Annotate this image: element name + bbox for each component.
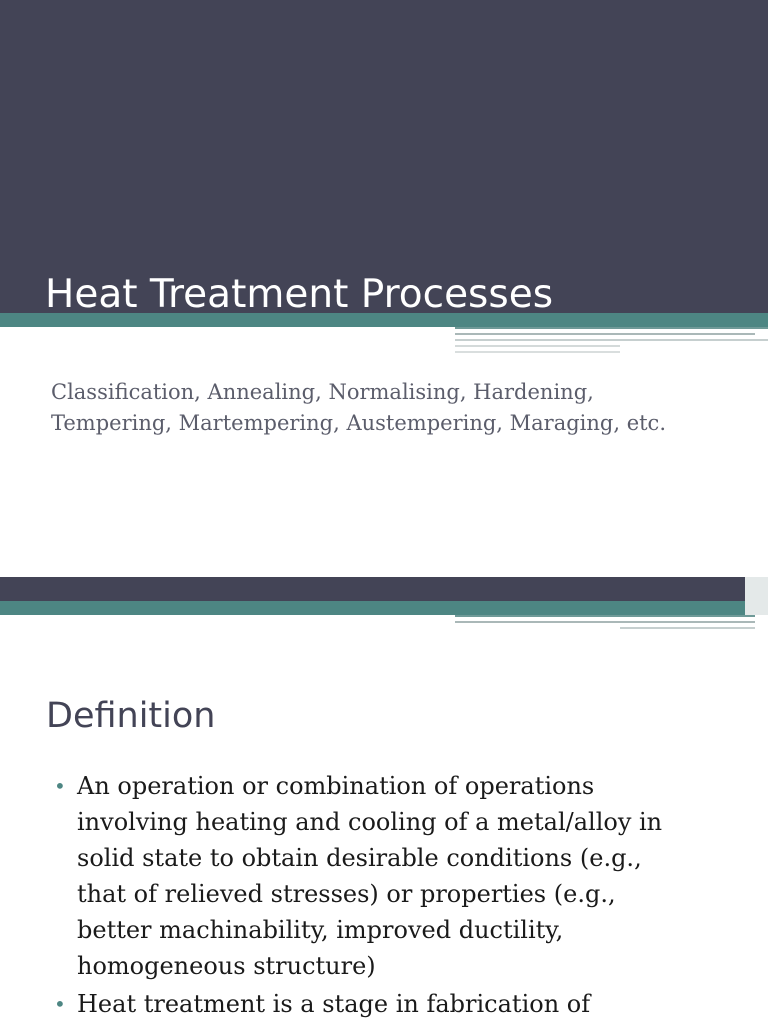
bullet-item bbox=[52, 986, 752, 1022]
subtitle-line: Classification, Annealing, Normalising, Hardening, bbox=[51, 380, 594, 404]
bullet-line: involving heating and cooling of a metal/alloy in bbox=[77, 808, 663, 836]
decor-stripe bbox=[455, 351, 620, 353]
header-band bbox=[0, 0, 768, 313]
slide-subtitle bbox=[51, 377, 751, 439]
definition-slide bbox=[0, 577, 768, 1024]
header-band bbox=[0, 577, 768, 601]
decor-stripe bbox=[620, 627, 755, 629]
decor-stripe bbox=[455, 615, 755, 617]
bullet-icon: • bbox=[54, 992, 66, 1016]
subtitle-line: Tempering, Martempering, Austempering, Maraging, etc. bbox=[51, 411, 666, 435]
bullet-item bbox=[52, 768, 752, 984]
bullet-line: solid state to obtain desirable conditions (e.g., bbox=[77, 844, 642, 872]
slide-title: Heat Treatment Processes bbox=[45, 272, 554, 317]
bullet-line: homogeneous structure) bbox=[77, 952, 376, 980]
slide-title: Definition bbox=[46, 696, 216, 736]
bullet-line: Heat treatment is a stage in fabrication of bbox=[77, 990, 591, 1018]
decor-stripe bbox=[455, 339, 768, 341]
accent-bar bbox=[0, 601, 745, 615]
bullet-icon: • bbox=[54, 774, 66, 798]
bullet-line: An operation or combination of operations bbox=[77, 772, 595, 800]
decor-stripe bbox=[455, 327, 768, 329]
bullet-line: that of relieved stresses) or properties (e.g., bbox=[77, 880, 616, 908]
decor-stripe bbox=[455, 333, 755, 335]
bullet-list bbox=[52, 768, 752, 1024]
decor-block bbox=[745, 577, 768, 615]
decor-stripe bbox=[455, 345, 620, 347]
decor-stripe bbox=[455, 621, 755, 623]
bullet-line: better machinability, improved ductility, bbox=[77, 916, 564, 944]
